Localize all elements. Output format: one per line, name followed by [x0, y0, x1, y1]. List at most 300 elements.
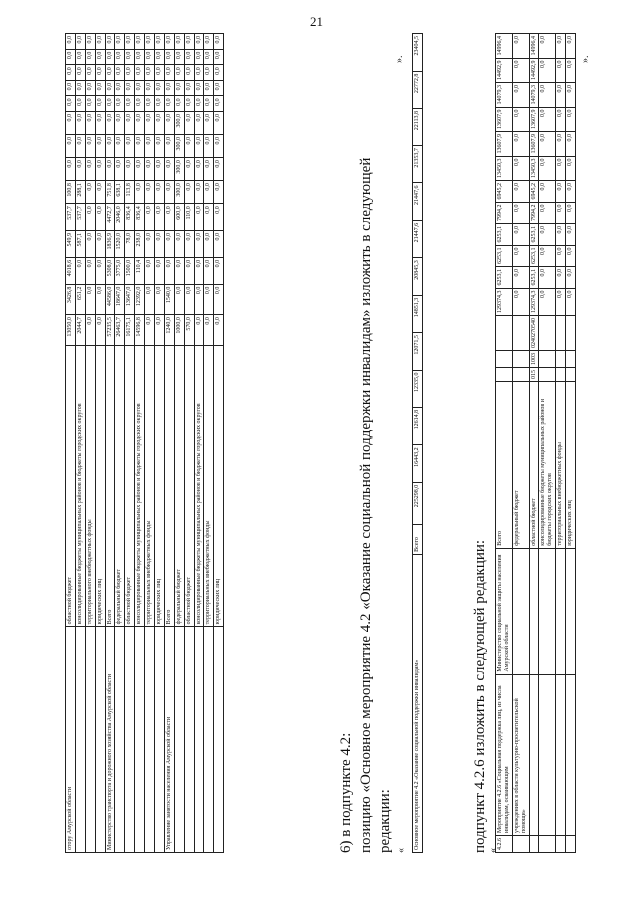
table-cell — [539, 674, 556, 835]
table-cell: 0,0 — [184, 134, 194, 157]
table-cell: 300,0 — [174, 157, 184, 180]
table-cell: территориальных внебюджетных фонды — [145, 345, 155, 627]
table-cell: 4.2.6 — [496, 835, 513, 852]
table-cell: отору Амурской области — [66, 626, 76, 852]
table-cell: 0,0 — [174, 49, 184, 65]
table-cell: 0,0 — [164, 230, 174, 257]
table-cell: 0,0 — [164, 157, 174, 180]
table-cell: 0,0 — [164, 257, 174, 284]
table-cell — [566, 548, 576, 674]
table-cell: федеральный бюджет — [174, 345, 184, 627]
table-cell: 0,0 — [125, 49, 135, 65]
table-cell: юридических лиц — [95, 345, 105, 627]
table-cell: 0,0 — [164, 134, 174, 157]
table-cell: Всего — [496, 381, 513, 548]
table-cell — [566, 835, 576, 852]
table-cell: 0,0 — [135, 180, 145, 203]
table-cell — [174, 626, 184, 852]
table-cell: 0,0 — [145, 64, 155, 80]
table-cell — [539, 548, 556, 674]
table-cell: 0,0 — [95, 134, 105, 157]
table-cell: 0,0 — [214, 134, 224, 157]
table-cell: 0,0 — [66, 64, 76, 80]
table-cell: 0,0 — [556, 156, 566, 181]
table-cell: Всего — [164, 345, 174, 627]
amendment-text: позицию «Основное мероприятие 4.2 «Оказание социальной поддержки инвалидам» изложить в следующей — [358, 157, 374, 853]
table-row — [184, 33, 194, 852]
table-cell: 288,1 — [75, 180, 85, 203]
table-row — [164, 33, 174, 852]
table-cell: 0,0 — [125, 95, 135, 111]
table-cell: 0,0 — [174, 95, 184, 111]
table-cell: 0,0 — [204, 33, 214, 49]
table-cell: 0,0 — [194, 203, 204, 230]
table-cell: 0,0 — [539, 156, 556, 181]
table-cell: 587,1 — [75, 230, 85, 257]
table-cell: 0,0 — [184, 284, 194, 315]
table-cell: 0,0 — [105, 134, 115, 157]
table-cell: 0,0 — [512, 245, 529, 267]
table-cell: 13607,9 — [496, 107, 513, 132]
table-cell: 20845,3 — [413, 257, 423, 294]
table-cell: 751,8 — [105, 180, 115, 203]
table-cell: 13450,3 — [529, 156, 539, 181]
table-cell: 6253,1 — [496, 245, 513, 267]
table-cell: 0,0 — [164, 203, 174, 230]
table-cell: 537,7 — [66, 203, 76, 230]
table-cell: 110,0 — [184, 203, 194, 230]
table-cell: 0,0 — [85, 180, 95, 203]
table-cell: областной бюджет — [529, 381, 539, 548]
table-cell: 0,0 — [75, 111, 85, 134]
table-cell: 0,0 — [214, 257, 224, 284]
table-cell: 0,0 — [135, 80, 145, 96]
subsection-text: подпункт 4.2.6 изложить в следующей редакции: — [472, 539, 488, 853]
table-cell: 0,0 — [184, 111, 194, 134]
table-cell: 0,0 — [214, 111, 224, 134]
table-cell — [496, 350, 513, 367]
table-row — [174, 33, 184, 852]
table-cell: 0,0 — [95, 64, 105, 80]
table-cell: 0,0 — [184, 230, 194, 257]
table-cell: 0,0 — [125, 134, 135, 157]
table-cell: 0,0 — [145, 180, 155, 203]
table-cell: 0,0 — [125, 157, 135, 180]
table-cell: 0,0 — [164, 180, 174, 203]
table-cell: 0,0 — [204, 64, 214, 80]
table-cell: 570,0 — [184, 314, 194, 345]
table-cell: Министерство транспорта и дорожного хозяйства Амурской области — [105, 626, 115, 852]
table-cell: 651,2 — [75, 284, 85, 315]
table-cell: 0,0 — [145, 314, 155, 345]
table-cell: 0,0 — [204, 80, 214, 96]
table-cell: 0,0 — [214, 80, 224, 96]
table-cell: 0,0 — [184, 157, 194, 180]
table-cell: 0,0 — [145, 230, 155, 257]
table-cell — [496, 315, 513, 350]
table-cell: 0,0 — [145, 111, 155, 134]
table-cell: 0,0 — [115, 33, 125, 49]
table-cell — [556, 835, 566, 852]
table-cell: 0,0 — [155, 95, 165, 111]
table-cell: 0,0 — [204, 230, 214, 257]
table-cell: 0,0 — [539, 202, 556, 224]
table-row — [115, 33, 125, 852]
table-cell: 1003 — [529, 350, 539, 367]
table-cell — [566, 315, 576, 350]
table-cell: 0,0 — [539, 223, 556, 245]
table-cell: 16175,1 — [125, 314, 135, 345]
table-cell: 0,0 — [95, 111, 105, 134]
table-row — [214, 33, 224, 852]
table-cell: 0,0 — [145, 49, 155, 65]
table-cell: 015 — [529, 367, 539, 381]
table-cell — [512, 367, 529, 381]
table-cell: федеральный бюджет — [512, 381, 529, 548]
table-cell: 0,0 — [115, 49, 125, 65]
table-cell: 0,0 — [556, 33, 566, 58]
table-cell: 300,0 — [174, 134, 184, 157]
table-cell — [204, 626, 214, 852]
table-cell: 0,0 — [204, 180, 214, 203]
table-cell: 13607,9 — [529, 131, 539, 156]
table-cell: 0,0 — [164, 80, 174, 96]
table-row — [539, 33, 556, 852]
table-cell: областной бюджет — [184, 345, 194, 627]
table-cell: 0,0 — [75, 257, 85, 284]
table-cell: 13450,3 — [496, 156, 513, 181]
table-row — [85, 33, 95, 852]
table-cell: 0,0 — [194, 111, 204, 134]
table-cell: 14851,3 — [413, 295, 423, 332]
table-row — [66, 33, 76, 852]
table-cell: 0,0 — [75, 95, 85, 111]
table-cell: 0,0 — [512, 33, 529, 58]
table-cell: 0,0 — [512, 131, 529, 156]
table-cell: Министерство социальной защиты населения Амурской области — [496, 548, 513, 674]
table-cell — [529, 835, 539, 852]
table-cell: 6253,1 — [529, 245, 539, 267]
table-cell — [512, 835, 529, 852]
quote-open: « — [396, 847, 407, 853]
table-cell: 0,0 — [566, 266, 576, 288]
table-cell: Основное мероприятие 4.2 «Оказание социальной поддержки инвалидам» — [413, 554, 423, 852]
table-cell — [566, 367, 576, 381]
table-cell: 0,0 — [204, 95, 214, 111]
table-cell: 0,0 — [566, 107, 576, 132]
table-cell: 0,0 — [539, 82, 556, 107]
table-cell: 0,0 — [566, 288, 576, 316]
table-cell: 0,0 — [184, 95, 194, 111]
table-cell: 0,0 — [145, 284, 155, 315]
table-cell: учреждениях в области культурно-просветительской помощи» — [512, 674, 529, 835]
table-cell: 0,0 — [194, 157, 204, 180]
table-cell: 1000,0 — [174, 314, 184, 345]
table-cell: 1500,0 — [125, 257, 135, 284]
table-cell: 13050,0 — [66, 314, 76, 345]
table-cell: 0,0 — [204, 203, 214, 230]
table-cell: 14596,8 — [135, 314, 145, 345]
table-cell: 0,0 — [566, 82, 576, 107]
table-cell: 537,7 — [75, 203, 85, 230]
table-cell: 0,0 — [512, 202, 529, 224]
table-cell: 0,0 — [85, 314, 95, 345]
table-cell: 0,0 — [66, 95, 76, 111]
table-cell — [512, 548, 529, 674]
table-cell: 0,0 — [164, 49, 174, 65]
table-cell: 22113,8 — [413, 108, 423, 145]
table-cell: консолидированные бюджеты муниципальных районов и бюджеты городских округов — [194, 345, 204, 627]
table-cell: 18647,0 — [115, 284, 125, 315]
table-cell: 0,0 — [566, 180, 576, 202]
table-cell: 0,0 — [214, 203, 224, 230]
table-cell: 0,0 — [566, 58, 576, 83]
table-cell: 0,0 — [66, 157, 76, 180]
table-cell: Всего — [413, 524, 423, 554]
table-cell — [566, 674, 576, 835]
table-cell: 0,0 — [539, 33, 556, 58]
table-cell: 0,0 — [539, 288, 556, 316]
table-cell — [125, 626, 135, 852]
table-cell: 0,0 — [105, 33, 115, 49]
table-cell: 0,0 — [145, 257, 155, 284]
table-cell: 0,0 — [174, 230, 184, 257]
table-cell: 0,0 — [512, 107, 529, 132]
table-cell: 0,0 — [539, 58, 556, 83]
table-cell: 225298,0 — [413, 482, 423, 524]
table-cell: 0,0 — [194, 230, 204, 257]
table-cell: 14079,3 — [529, 82, 539, 107]
table-cell: 0,0 — [85, 230, 95, 257]
table-cell: 0,0 — [194, 64, 204, 80]
table-cell — [512, 350, 529, 367]
table-cell — [214, 626, 224, 852]
table-cell: 12335,0 — [413, 370, 423, 407]
table-cell: 0,0 — [105, 95, 115, 111]
table-cell: 0,0 — [85, 33, 95, 49]
table-cell — [145, 626, 155, 852]
table-cell: 0,0 — [214, 49, 224, 65]
table-cell: 113,8 — [125, 180, 135, 203]
table-cell: 0,0 — [115, 157, 125, 180]
table-cell: 0,0 — [135, 134, 145, 157]
table-cell: 0,0 — [115, 80, 125, 96]
table-cell: 0,0 — [184, 180, 194, 203]
table-cell: 0,0 — [194, 95, 204, 111]
table-cell: 0240270540 — [529, 315, 539, 350]
table-cell: 0,0 — [214, 284, 224, 315]
table-cell — [556, 674, 566, 835]
table-row — [512, 33, 529, 852]
table-cell: 0,0 — [155, 230, 165, 257]
table-cell: 6945,2 — [496, 180, 513, 202]
table-cell: территориальных внебюджетных фонды — [204, 345, 214, 627]
table-cell — [194, 626, 204, 852]
table-cell: 0,0 — [85, 203, 95, 230]
table-cell: 0,0 — [125, 80, 135, 96]
amendment-text-cont: редакции: — [377, 788, 393, 853]
table-cell: 14996,4 — [496, 33, 513, 58]
table-cell: 0,0 — [95, 49, 105, 65]
table-cell — [556, 315, 566, 350]
table-cell: 0,0 — [135, 111, 145, 134]
table-cell: 0,0 — [194, 49, 204, 65]
table-cell: областной бюджет — [125, 345, 135, 627]
table-cell: 0,0 — [85, 157, 95, 180]
table-cell: 4472,7 — [105, 203, 115, 230]
table-cell: 21447,6 — [413, 220, 423, 257]
table-cell: 0,0 — [214, 230, 224, 257]
table-cell: 0,0 — [85, 257, 95, 284]
table-cell: 0,0 — [566, 156, 576, 181]
table-cell: 0,0 — [155, 314, 165, 345]
measure-4-2-6-table — [495, 33, 576, 853]
table-cell — [155, 626, 165, 852]
table-cell: 3426,8 — [66, 284, 76, 315]
table-cell — [115, 626, 125, 852]
table-row — [125, 33, 135, 852]
table-cell: 0,0 — [105, 157, 115, 180]
table-cell: 0,0 — [155, 33, 165, 49]
table-cell: Мероприятие 4.2.6 «Социальная поддержка лиц, из числа инвалидам, осваивающим — [496, 674, 513, 835]
table-cell: 0,0 — [566, 202, 576, 224]
table-cell: территориальных внебюджетных фонды — [556, 381, 566, 548]
table-cell: консолидированные бюджеты муниципальных районов и бюджеты городских округов — [135, 345, 145, 627]
table-cell — [95, 626, 105, 852]
table-cell: 0,0 — [204, 111, 214, 134]
table-cell: консолидированные бюджеты муниципальных районов и бюджеты городских округов — [539, 381, 556, 548]
table-cell: юридических лиц — [155, 345, 165, 627]
table-cell: 638,1 — [115, 180, 125, 203]
table-cell: 0,0 — [85, 49, 95, 65]
table-cell: 0,0 — [105, 49, 115, 65]
table-cell: 0,0 — [135, 64, 145, 80]
table-row — [556, 33, 566, 852]
table-cell: юридических лиц — [214, 345, 224, 627]
table-cell: 0,0 — [214, 64, 224, 80]
table-cell: 0,0 — [145, 134, 155, 157]
table-cell — [75, 626, 85, 852]
table-cell: 0,0 — [539, 131, 556, 156]
table-cell: 0,0 — [95, 203, 105, 230]
table-cell: 3775,0 — [115, 257, 125, 284]
table-cell: 4018,6 — [66, 257, 76, 284]
table-cell: 0,0 — [184, 49, 194, 65]
table-cell: 0,0 — [512, 156, 529, 181]
table-cell: 0,0 — [125, 111, 135, 134]
table-cell: 0,0 — [174, 64, 184, 80]
table-cell: 12071,5 — [413, 332, 423, 369]
table-cell: 78,0 — [125, 230, 135, 257]
table-cell: 13607,9 — [496, 131, 513, 156]
table-cell — [539, 367, 556, 381]
table-row — [529, 33, 539, 852]
table-cell: 0,0 — [95, 80, 105, 96]
table-cell: 0,0 — [512, 180, 529, 202]
table-cell: 0,0 — [184, 257, 194, 284]
table-cell: 57235,5 — [105, 314, 115, 345]
table-cell: 0,0 — [174, 257, 184, 284]
table-cell — [135, 626, 145, 852]
table-cell: 0,0 — [174, 284, 184, 315]
table-cell: 0,0 — [204, 49, 214, 65]
table-cell: 0,0 — [556, 131, 566, 156]
table-cell: консолидированные бюджеты муниципальных районов и бюджеты городских округов — [75, 345, 85, 627]
table-cell: 0,0 — [85, 111, 95, 134]
table-cell: 0,0 — [115, 134, 125, 157]
table-cell: 6253,1 — [529, 223, 539, 245]
table-cell: 0,0 — [145, 203, 155, 230]
table-cell: 0,0 — [66, 111, 76, 134]
table-cell: 0,0 — [164, 111, 174, 134]
table-cell: 0,0 — [95, 314, 105, 345]
table-cell: 1520,0 — [115, 230, 125, 257]
table-cell: 0,0 — [95, 284, 105, 315]
table-cell: 14079,3 — [496, 82, 513, 107]
table-cell: 0,0 — [155, 180, 165, 203]
table-row — [135, 33, 145, 852]
table-cell: 0,0 — [539, 107, 556, 132]
table-cell: 23404,5 — [413, 33, 423, 71]
table-cell: 0,0 — [75, 49, 85, 65]
table-cell: 0,0 — [155, 134, 165, 157]
table-cell — [529, 548, 539, 674]
table-cell: 7994,2 — [496, 202, 513, 224]
table-cell: 0,0 — [556, 266, 566, 288]
page-number: 21 — [310, 14, 323, 29]
funding-table-top — [65, 33, 224, 853]
table-cell — [539, 315, 556, 350]
table-cell: 0,0 — [95, 257, 105, 284]
table-cell: 0,0 — [556, 58, 566, 83]
table-cell: 0,0 — [95, 33, 105, 49]
table-cell: Управление занятости населения Амурской области — [164, 626, 174, 852]
table-cell: 0,0 — [512, 266, 529, 288]
table-cell: 0,0 — [95, 157, 105, 180]
table-cell: 0,0 — [125, 64, 135, 80]
table-row — [145, 33, 155, 852]
table-cell: 21353,7 — [413, 145, 423, 182]
table-cell: 0,0 — [85, 134, 95, 157]
table-cell: 1240,0 — [164, 314, 174, 345]
table-cell: 0,0 — [75, 157, 85, 180]
table-cell: 0,0 — [164, 64, 174, 80]
table-cell: 0,0 — [214, 314, 224, 345]
table-cell: 0,0 — [184, 33, 194, 49]
table-cell: 0,0 — [539, 180, 556, 202]
table-cell: 110,4 — [135, 257, 145, 284]
table-cell: 0,0 — [85, 64, 95, 80]
table-cell: Всего — [105, 345, 115, 627]
table-cell: 0,0 — [145, 95, 155, 111]
table-cell: 0,0 — [105, 80, 115, 96]
table-cell: 0,0 — [115, 95, 125, 111]
table-cell: 0,0 — [75, 80, 85, 96]
table-cell: 0,0 — [174, 80, 184, 96]
table-cell: 0,0 — [66, 80, 76, 96]
table-cell: 0,0 — [95, 95, 105, 111]
table-cell: 0,0 — [556, 180, 566, 202]
table-cell — [529, 674, 539, 835]
table-cell: 0,0 — [155, 257, 165, 284]
table-cell: 0,0 — [194, 80, 204, 96]
table-cell: 14492,9 — [529, 58, 539, 83]
table-cell: 21447,6 — [413, 182, 423, 219]
quote-close: ». — [394, 55, 405, 63]
table-cell — [539, 835, 556, 852]
table-row — [413, 33, 423, 852]
table-cell: 0,0 — [145, 157, 155, 180]
